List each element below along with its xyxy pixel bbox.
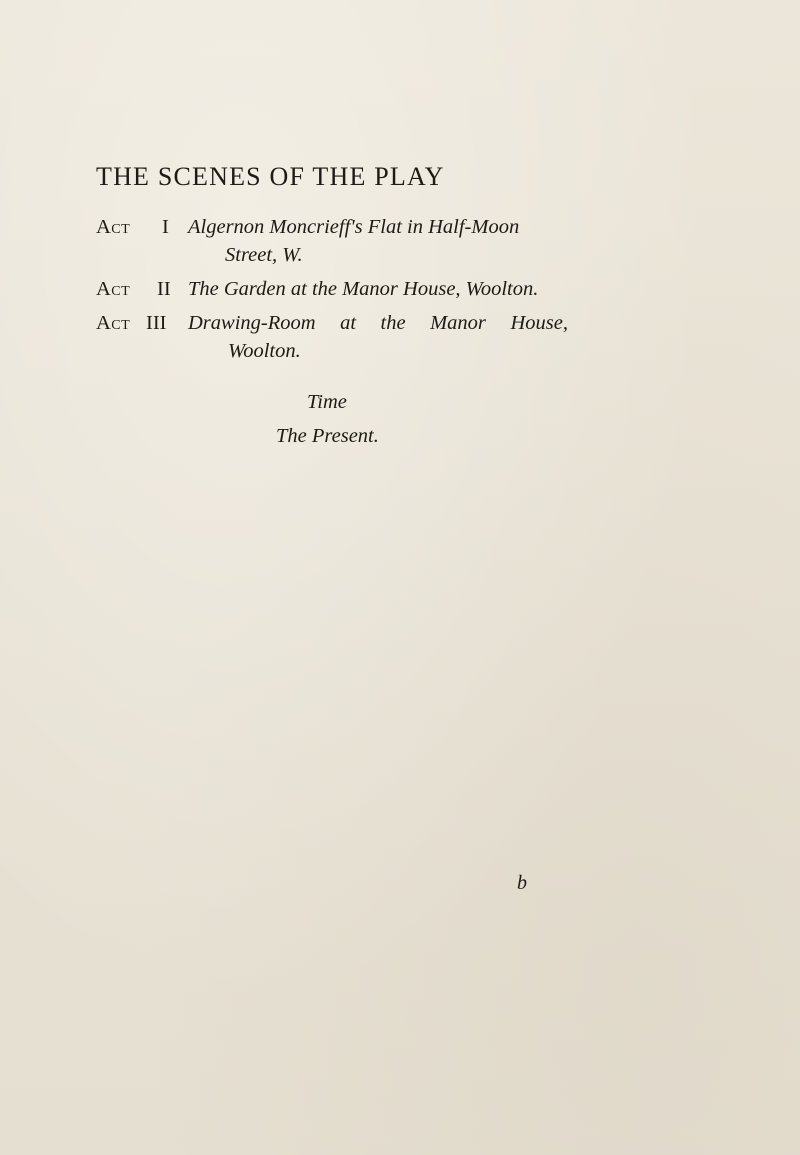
act-number: I xyxy=(162,216,169,238)
act-description-word: at xyxy=(340,312,357,334)
act-label: Act xyxy=(96,278,131,300)
time-value: The Present. xyxy=(276,425,379,447)
act-description-line xyxy=(188,309,568,337)
act-description-word: Manor xyxy=(430,312,486,334)
act-description-line: Woolton. xyxy=(228,340,301,362)
act-label: Act xyxy=(96,216,131,238)
act-description-line: Algernon Moncrieff's Flat in Half-Moon xyxy=(188,216,520,238)
time-label: Time xyxy=(307,391,347,413)
act-number: III xyxy=(146,312,167,334)
act-description xyxy=(188,213,568,269)
act-description-word: the xyxy=(380,312,406,334)
act-label: Act xyxy=(96,312,131,334)
act-description-word: Drawing-Room xyxy=(188,312,316,334)
act-entry-3 xyxy=(96,309,568,365)
act-description xyxy=(188,275,568,303)
act-description-word: House, xyxy=(510,312,568,334)
act-description xyxy=(188,309,568,365)
act-description-line: Street, W. xyxy=(225,244,303,266)
signature-mark: b xyxy=(517,872,527,894)
act-entry-2 xyxy=(96,275,568,303)
page-heading: THE SCENES OF THE PLAY xyxy=(96,162,445,191)
act-number: II xyxy=(157,278,171,300)
act-entry-1 xyxy=(96,213,568,269)
act-description-line: The Garden at the Manor House, Woolton. xyxy=(188,278,539,300)
